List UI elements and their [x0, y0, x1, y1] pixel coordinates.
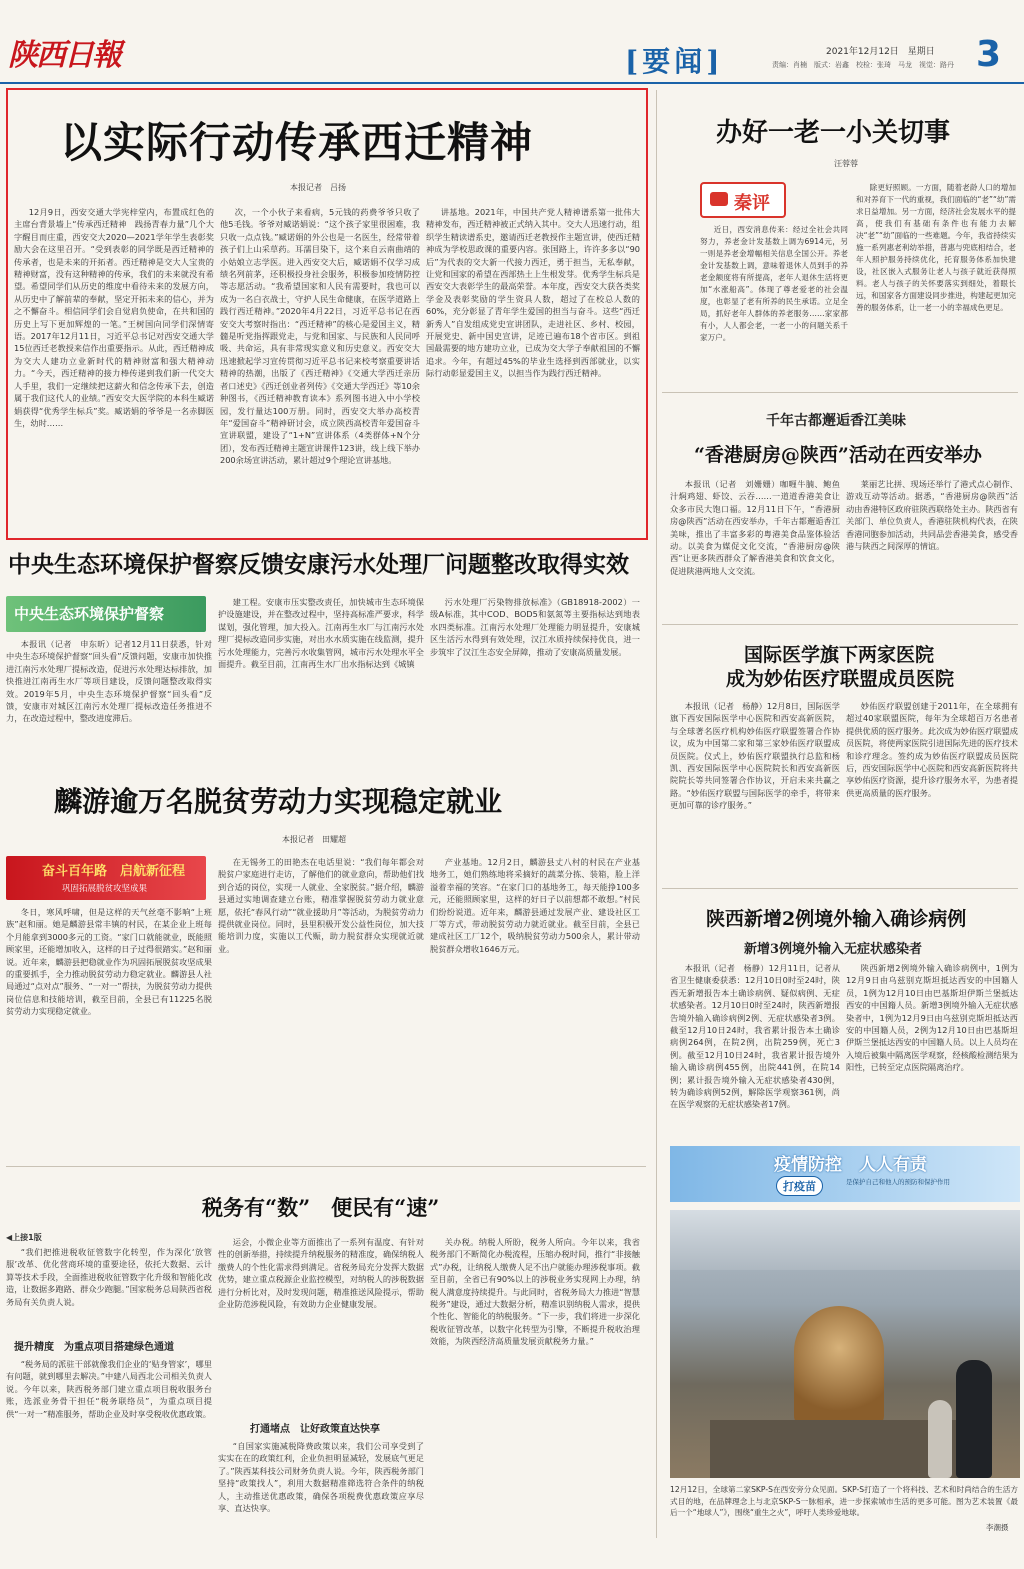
vaccine-badge: 打疫苗 — [776, 1176, 823, 1196]
eco-column-1: 本报讯（记者 申东昕）记者12月11日获悉，针对中央生态环境保护督察“回头看”反馈问题，安康市加快推进江南污水处理厂提标改造，促进污水处理达标排放，加快推进江南再生水厂等项目建设，反馈问题整改取得实效。2019年5月，中央生态环境保护督察“回头看”反馈，安康市对城区江南污水处理厂提标改造任务推进不力，在改造过程中，整改进度滞后。 — [6, 639, 212, 724]
eco-column-2: 建工程。安康市压实整改责任，加快城市生态环境保护设施建设，并在整改过程中，坚持高标准严要求，科学谋划，强化管理，加大投入。江南再生水厂与江南污水处理厂提标改造同步实施，对出水水质实施在线监测，提升污水处理能力，完善污水收集管网，城市污水处理水平全面提升。截至目前，江南再生水厂出水指标达到《城镇 — [218, 597, 424, 670]
linyou-banner — [6, 856, 206, 900]
masthead-rule — [0, 82, 1024, 84]
editor-credits: 责编：肖楠 版式：岩鑫 校检：张琦 马龙 视觉：路丹 — [772, 61, 954, 69]
tax-column-3: 关办税。纳税人所盼，税务人所向。今年以来，我省税务部门不断简化办税流程，压缩办税时间，推行“非接触式”办税，让纳税人缴费人足不出户就能办理涉税事项。截至目前，全省已有90%以上的涉税业务实现网上办理，纳税人满意度持续提升。与此同时，省税务局大力推进“智慧税务”建设，通过大数据分析，精准识别纳税人需求，提供个性化、智能化的纳税服务。“下一步，我们将进一步深化税收征管改革，以数字化转型为引擎，不断提升税收治理效能，为陕西经济高质量发展贡献税务力量。” — [430, 1237, 640, 1347]
linyou-title: 麟游逾万名脱贫劳动力实现稳定就业 — [54, 785, 503, 818]
covid-column-1: 本报讯（记者 杨静）12月11日，记者从省卫生健康委获悉：12月10日0时至24时，陕西无新增报告本土确诊病例、疑似病例、无症状感染者。12月10日0时至24时，陕西新增报告境外输入确诊病例2例、无症状感染者3例。截至12月10日24时，我省累计报告本土确诊病例264例，在院2例，出院259例，死亡3例。截至12月10日24时，我省累计报告境外输入确诊病例455例，出院441例，在院14例；累计报告境外输入无症状感染者430例，转为确诊病例52例，解除医学观察361例，尚在医学观察的无症状感染者17例。 — [670, 963, 840, 1110]
masthead-logo: 陕西日報 — [8, 38, 120, 73]
linyou-column-2: 在无锡务工的田艳杰在电话里说：“我们每年都会对脱贫户家庭进行走访，了解他们的就业意向，帮助他们找到合适的岗位，实现一人就业、全家脱贫。”据介绍，麟游县通过实地调查建立台账，精准掌握脱贫劳动力就业意愿，依托“春风行动”“就业援助月”等活动，为脱贫劳动力提供就业岗位。同时，县里积极开发公益性岗位，加大技能培训力度，实施以工代赈，助力脱贫群众实现就近就业。 — [218, 857, 424, 954]
news-photo — [670, 1210, 1020, 1478]
photo-caption: 12月12日，全球第二家SKP-S在西安旁分众见面。SKP-S打造了一个将科技、艺术和时尚结合的生活方式目的地，在品牌理念上与北京SKP-S一脉相承，进一步探索城市生活的更多可能。图为艺术装置《最后一个“地球人”》，围绕“重生之火”，呼吁人类珍爱地球。 — [670, 1485, 1018, 1517]
lead-column-2: 次，一个小伙子来看病，5元钱的药费爷爷只收了他5毛钱。爷爷对臧诺娟说：“这个孩子家里很困难，我只收一点点钱。”臧诺娟的外公也是一名医生，经常带着孩子们上山采草药。耳濡目染下，这个来自云南曲靖的小姑娘立志学医。进入西安交大后，臧诺娟不仅学习成绩名列前茅，还积极投身社会服务，积极参加疫情防控等志愿活动。“我希望国家和人民有需要时，我也可以成为一名白衣战士，守护人民生命健康，在医学道路上践行西迁精神。”2020年4月22日，习近平总书记在西安交大考察时指出：“西迁精神”的核心是爱国主义，精髓是听党指挥跟党走，与党和国家、与民族和人民同呼吸、共命运，具有非常现实意义和历史意义。西安交大迅速掀起学习宣传贯彻习近平总书记来校考察重要讲话精神的热潮，出版了《西迁精神》《交通大学西迁亲历者口述史》《西迁创业者列传》《交通大学西迁》等10余种图书，《西迁精神教育读本》系列图书进入中小学校园，发行量达100万册。同时，西安交大举办高校青年“爱国奋斗”精神研讨会，成立陕西高校青年爱国奋斗宣讲联盟，建设了“1+N”宣讲体系（4类群体+N个分团），发布西迁精神主题宣讲课件123讲，线上线下举办200余场宣讲活动，累计超过9个理论宣讲基地。 — [220, 207, 420, 466]
linyou-column-1: 冬日，寒风呼啸，但是这样的天气丝毫不影响“上班族”赵和丽。她是麟游县常丰镇的村民，在某企业上班每个月能拿到3000多元的工资。“家门口就能就业，既能照顾家里，还能增加收入，这样的日子过得很踏实。”赵和丽说。近年来，麟游县把稳就业作为巩固拓展脱贫攻坚成果的重要抓手，全力推动脱贫劳动力稳定就业。麟游县人社局通过“点对点”服务、“一对一”帮扶，为脱贫劳动力提供岗位信息和技能培训，截至目前，全县已有11225名脱贫劳动力实现稳定就业。 — [6, 907, 212, 1017]
editorial-byline: 汪蓉蓉 — [834, 159, 858, 168]
epidemic-banner-title: 疫情防控 人人有责 — [774, 1155, 927, 1175]
divider — [6, 1166, 646, 1167]
divider — [662, 392, 1018, 393]
lead-column-1: 12月9日，西安交通大学宪梓堂内，布置成红色的主席台背景墙上“传承西迁精神 践扬青春力量”几个大字醒目而庄重，西安交大2020—2021学年学生表彰奖励大会在这里召开。“受到表彰的同学既是西迁精神的传承者，也是未来的开拓者。西迁精神是交大人宝贵的精神财富，没有这种精神的传承，我们的未来就没有希望。希望同学们从历史的维度中看待未来的发展方向，从历史中了解前辈的奉献，坚定开拓未来的信心，并为之不懈奋斗。相信同学们会自觉肩负使命，在共和国的历史上写下更加辉煌的一笔。”王树国向同学们深情寄语。2017年12月11日，习近平总书记对西安交通大学15位西迁老教授来信作出重要指示。从此，西迁精神成为交大人建功立业新时代的精神财富和强大精神动力。“今天，西迁精神的接力棒传递到我们新一代交大人手里，我们一定继续把这薪火和信念传承下去，创造属于我们这代人的业绩。”西安交大医学院的本科生臧诺娟获得“优秀学生标兵”奖。臧诺娟的爷爷是一名赤脚医生，幼时…… — [14, 207, 214, 428]
linyou-banner-line2: 巩固拓展脱贫攻坚成果 — [62, 884, 148, 894]
child-figure — [928, 1400, 952, 1478]
tax-column-2b: “自国家实施减税降费政策以来，我们公司享受到了实实在在的政策红利，企业负担明显减轻，发展底气更足了。”陕西某科技公司财务负责人说。今年，陕西税务部门坚持“政策找人”，利用大数据精准筛选符合条件的纳税人，主动推送优惠政策，确保各项税费优惠政策应享尽享、直达快享。 — [218, 1441, 424, 1514]
hk-title: “香港厨房@陕西”活动在西安举办 — [694, 444, 982, 466]
comment-icon — [710, 192, 728, 206]
lead-byline: 本报记者 吕扬 — [290, 183, 346, 192]
tax-column-1b: “税务局的派驻干部就像我们企业的‘贴身管家’，哪里有问题，就到哪里去解决。”中建八局西北公司相关负责人说。今年以来，陕西税务部门建立重点项目税收服务台账，选派业务骨干担任“税务联络员”，为重点项目提供“一对一”精准服务，帮助企业及时享受税收优惠政策。 — [6, 1359, 212, 1419]
hospital-column-2: 妙佑医疗联盟创建于2011年，在全球拥有超过40家联盟医院，每年为全球超百万名患者提供优质的医疗服务。此次成为妙佑医疗联盟成员医院，将使两家医院引进国际先进的医疗技术和诊疗理念。签约成为妙佑医疗联盟成员医院后，西安国际医学中心医院和西安高新医院将共享妙佑医疗资源，提升诊疗服务水平，为患者提供更高质量的医疗服务。 — [846, 701, 1018, 798]
photo-credit: 李潮摄 — [986, 1523, 1009, 1532]
epidemic-slogan: 是保护自己和他人的预防和保护作用 — [846, 1178, 950, 1186]
hospital-title-2: 成为妙佑医疗联盟成员医院 — [726, 668, 955, 690]
eco-column-3: 污水处理厂污染物排放标准》（GB18918-2002）一级A标准，其中COD、BOD5和氨氮等主要指标达到地表水四类标准。江南污水处理厂处理能力明显提升，安康城区生活污水得到有效处理，汉江水质持续保持优良，进一步筑牢了汉江生态安全屏障，推动了安康高质量发展。 — [430, 597, 640, 657]
eco-title: 中央生态环境保护督察反馈安康污水处理厂问题整改取得实效 — [8, 551, 629, 578]
tax-column-1: “我们把推进税收征管数字化转型，作为深化‘放管服’改革、优化营商环境的重要途径，依托大数据、云计算等技术手段，全面推进税收征管数字化升级和智能化改造，让数据多跑路、群众少跑腿。”国家税务总局陕西省税务局有关负责人说。 — [6, 1247, 212, 1307]
divider — [662, 624, 1018, 625]
hospital-column-1: 本报讯（记者 杨静）12月8日，国际医学旗下西安国际医学中心医院和西安高新医院，与全球著名医疗机构妙佑医疗联盟签署合作协议，成为中国第二家和第三家妙佑医疗联盟成员医院。仪式上，妙佑医疗联盟执行总监和杨凯、西安国际医学中心医院院长和西安高新医院院长等共同签署合作协议，开启未来共赢之路。“妙佑医疗联盟与国际医学的牵手，将带来更加可靠的诊疗服务。” — [670, 701, 840, 811]
lead-column-3: 讲基地。2021年，中国共产党人精神谱系第一批伟大精神发布，西迁精神被正式纳入其中。交大人迅速行动，组织学生精读谱系史，邀请西迁老教授作主题宣讲，使西迁精神成为学校思政课的重要内容。张国路上，许许多多以“90后”为代表的交大新一代接力西迁，勇于担当，无私奉献，让党和国家的希望在西部热土上生根发芽。优秀学生标兵是西安交大表彰学生的最高荣誉。本年度，西安交大获各类奖学金及表彰奖励的学生资具人数，超过了在校总人数的60%，充分彰显了青年学生爱国的担当与奋斗。这些“西迁新秀人”自发组成党史宣讲团队，走进社区、乡村、校园，开展党史、新中国史宣讲，足迹已遍布18个省市区。到祖国最需要的地方建功立业，已成为交大学子奉献祖国的不懈追求。今年，有超过45%的毕业生选择到西部就业，以实际行动彰显爱国主义，以担当作为践行西迁精神。 — [426, 207, 640, 379]
editorial-title: 办好一老一小关切事 — [716, 118, 951, 148]
editorial-column-2: 除更好照顾。一方面，随着老龄人口的增加和对养育下一代的重视，我们面临的“老”“幼”需求日益增加。另一方面，经济社会发展水平的提高，使我们有基础有条件也有能力去解决“老”“幼”面临的一些难题。今年，我省持续实施一系列惠老利幼举措，普惠与兜底相结合，老年人照护服务持续优化，托育服务体系加快建设，社区嵌入式服务让老人与孩子就近获得照料。老人与孩子的关怀要落实到细处，着眼长远，和国家各方面建设同步推进，构建起更加完善的服务体系，让一老一小的幸福成色更足。 — [856, 183, 1016, 312]
visitor-figure — [956, 1360, 992, 1478]
issue-date: 2021年12月12日 星期日 — [826, 47, 935, 57]
section-label: [要闻] — [625, 45, 724, 78]
linyou-banner-line1: 奋斗百年路 启航新征程 — [42, 864, 186, 879]
eco-banner-label: 中央生态环境保护督察 — [14, 605, 165, 623]
lion-sculpture — [794, 1306, 884, 1426]
ceiling-lights — [670, 1210, 1020, 1270]
tax-title: 税务有“数” 便民有“速” — [202, 1195, 440, 1220]
eco-banner — [6, 596, 206, 632]
linyou-byline: 本报记者 田耀超 — [282, 835, 346, 844]
tax-column-2: 运会，小微企业等方面推出了一系列有温度、有针对性的创新举措，持续提升纳税服务的精准度，确保纳税人缴费人的个性化需求得到满足。省税务局充分发挥大数据优势，建立重点税源企业监控模型，对纳税人的涉税数据进行分析比对，及时发现问题，精准推送风险提示，帮助企业防范涉税风险，有效助力企业健康发展。 — [218, 1237, 424, 1310]
badge-label: 秦评 — [734, 193, 770, 214]
covid-column-2: 陕西新增2例境外输入确诊病例中，1例为12月9日由乌兹别克斯坦抵达西安的中国籍人员，1例为12月10日由巴基斯坦伊斯兰堡抵达西安的中国籍人员。新增3例境外输入无症状感染者中，1例为12月9日由乌兹别克斯坦抵达西安的中国籍人员，2例为12月10日由巴基斯坦伊斯兰堡抵达西安的中国籍人员。以上人员均在入境后被集中隔离医学观察，经核酸检测结果为阳性，已转至定点医院隔离治疗。 — [846, 963, 1018, 1073]
covid-subtitle: 新增3例境外输入无症状感染者 — [744, 942, 923, 957]
lead-title: 以实际行动传承西迁精神 — [60, 118, 534, 167]
epidemic-banner — [670, 1146, 1020, 1202]
divider — [662, 888, 1018, 889]
hk-column-1: 本报讯（记者 刘姗姗）咖喱牛腩、鲍鱼汁焖鸡翅、虾饺、云吞……一道道香港美食让众多市民大饱口福。12月11日下午，“香港厨房@陕西”活动在西安举办，千年古都邂逅香江美味，推出了丰富多彩的粤港美食品鉴体验活动。以美食为媒促文化交流，“香港厨房@陕西”让更多陕西群众了解香港美食和饮食文化，促进陕港两地人文交流。 — [670, 479, 840, 576]
tax-subhead-1: 提升精度 为重点项目搭建绿色通道 — [14, 1342, 174, 1353]
covid-title: 陕西新增2例境外输入确诊病例 — [706, 908, 967, 930]
tax-continued-marker: ◀上接1版 — [6, 1233, 42, 1242]
tax-subhead-2: 打通堵点 让好政策直达快享 — [250, 1424, 380, 1435]
qinping-badge — [700, 182, 786, 218]
page-number: 3 — [976, 34, 1002, 75]
hk-column-2: 莱丽艺比拼、现场还举行了港式点心制作、游戏互动等活动。据悉，“香港厨房@陕西”活动由香港特区政府驻陕西联络处主办。陕西省有关部门、单位负责人，香港驻陕机构代表，在陕香港同胞参加活动，共同品尝香港美食，感受香港与陕西之间深厚的情谊。 — [846, 479, 1018, 552]
linyou-column-3: 产业基地。12月2日，麟游县丈八村的村民在产业基地务工，她们熟练地将采摘好的蔬菜分拣、装箱，脸上洋溢着幸福的笑容。“在家门口的基地务工，每天能挣100多元，还能照顾家里，这样的好日子以前想都不敢想。”村民们纷纷说道。近年来，麟游县通过发展产业、建设社区工厂等方式，带动脱贫劳动力就近就业。截至目前，全县已建成社区工厂12个，吸纳脱贫劳动力500余人，累计带动脱贫群众增收1646万元。 — [430, 857, 640, 954]
editorial-column-1: 近日，西安消息传来：经过全社会共同努力，养老金计发基数上调为6914元，另一则是养老金增幅相关信息全国公开。养老金计发基数上调，意味着退休人员到手的养老金额度将有所提高，老年人退休生活将更加“水涨船高”。体现了尊老爱老的社会温度，也彰显了老有所养的民生承诺。立足全局，抓好老年人群体的养老服务……家家都有小，人人都会老，一老一小的问题关系千家万户。 — [700, 225, 848, 342]
hk-kicker: 千年古都邂逅香江美味 — [766, 413, 906, 429]
hospital-title-1: 国际医学旗下两家医院 — [744, 644, 935, 666]
column-divider — [656, 90, 657, 1538]
